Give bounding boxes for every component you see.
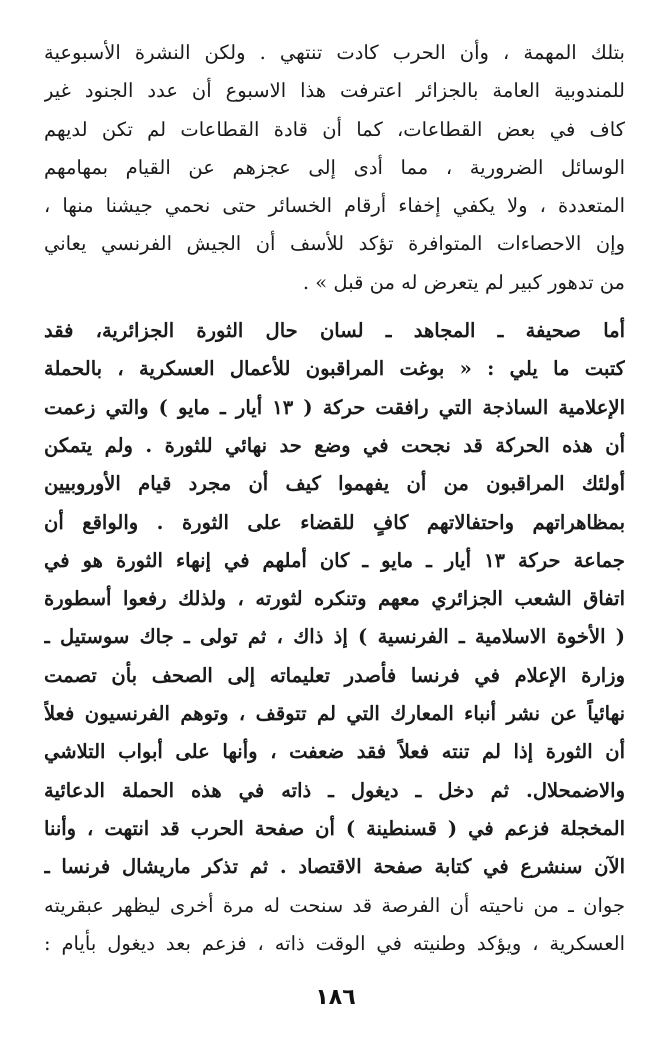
text-line: جماعة حركة ١٣ أيار ـ مايو ـ كان أملهم في إنهاء الثورة هو في bbox=[44, 548, 625, 572]
text-line: المخجلة فزعم في ( قسنطينة ) أن صفحة الحرب قد انتهت ، وأننا bbox=[44, 816, 625, 840]
paragraph-3 bbox=[44, 887, 625, 964]
text-line: وزارة الإعلام في فرنسا فأصدر تعليماته إلى الصحف بأن تصمت bbox=[44, 663, 625, 687]
text-line: نهائياً عن نشر أنباء المعارك التي لم تتوقف ، وتوهم الفرنسيون فعلاً bbox=[44, 702, 625, 726]
paragraph-spacer bbox=[44, 302, 625, 312]
text-line: من تدهور كبير لم يتعرض له من قبل » . bbox=[302, 270, 625, 294]
text-line: كاف في بعض القطاعات، كما أن قادة القطاعات لم تكن لديهم bbox=[44, 117, 625, 141]
text-line: والاضمحلال. ثم دخل ـ ديغول ـ ذاته في هذه الحملة الدعائية bbox=[44, 778, 625, 802]
text-line: الوسائل الضرورية ، مما أدى إلى عجزهم عن القيام بمهامهم bbox=[44, 155, 625, 179]
text-line: المتعددة ، ولا يكفي إخفاء أرقام الخسائر حتى نحمي جيشنا منها ، bbox=[44, 194, 625, 218]
text-line: كتبت ما يلي : « بوغت المراقبون للأعمال العسكرية ، بالحملة bbox=[44, 357, 625, 381]
page-number: ١٨٦ bbox=[315, 985, 356, 1010]
text-line: الآن سنشرع في كتابة صفحة الاقتصاد . ثم تذكر ماريشال فرنسا ـ bbox=[44, 855, 625, 879]
text-line: ( الأخوة الاسلامية ـ الفرنسية ) إذ ذاك ، ثم تولى ـ جاك سوستيل ـ bbox=[44, 625, 625, 649]
text-line: أن الثورة إذا لم تنته فعلاً فقد ضعفت ، وأنها على أبواب التلاشي bbox=[44, 740, 625, 764]
text-line: العسكرية ، ويؤكد وطنيته في الوقت ذاته ، فزعم بعد ديغول بأيام : bbox=[44, 931, 625, 955]
text-line: وإن الاحصاءات المتوافرة تؤكد للأسف أن الجيش الفرنسي يعاني bbox=[44, 232, 625, 256]
text-line: الإعلامية الساذجة التي رافقت حركة ( ١٣ أيار ـ مايو ) والتي زعمت bbox=[44, 395, 625, 419]
paragraph-1 bbox=[44, 34, 625, 302]
text-line: أما صحيفة ـ المجاهد ـ لسان حال الثورة الجزائرية، فقد bbox=[44, 319, 625, 343]
text-line: بمظاهراتهم واحتفالاتهم كافٍ للقضاء على الثورة . والواقع أن bbox=[44, 510, 625, 534]
paragraph-2 bbox=[44, 312, 625, 886]
text-line: أولئك المراقبون من أن يفهموا كيف أن مجرد قيام الأوروبيين bbox=[44, 472, 625, 496]
body-text bbox=[44, 34, 625, 963]
text-line: بتلك المهمة ، وأن الحرب كادت تنتهي . ولكن النشرة الأسبوعية bbox=[44, 41, 625, 64]
text-line: اتفاق الشعب الجزائري معهم وتنكره لثورته ، ولذلك رفعوا أسطورة bbox=[44, 587, 625, 611]
text-line: أن هذه الحركة قد نجحت في وضع حد نهائي للثورة . ولم يتمكن bbox=[44, 433, 625, 457]
text-line: للمندوبية العامة بالجزائر اعترفت هذا الاسبوع أن عدد الجنود غير bbox=[44, 79, 625, 103]
text-line: جوان ـ من ناحيته أن الفرصة قد سنحت له مرة أخرى ليظهر عبقريته bbox=[44, 893, 625, 917]
